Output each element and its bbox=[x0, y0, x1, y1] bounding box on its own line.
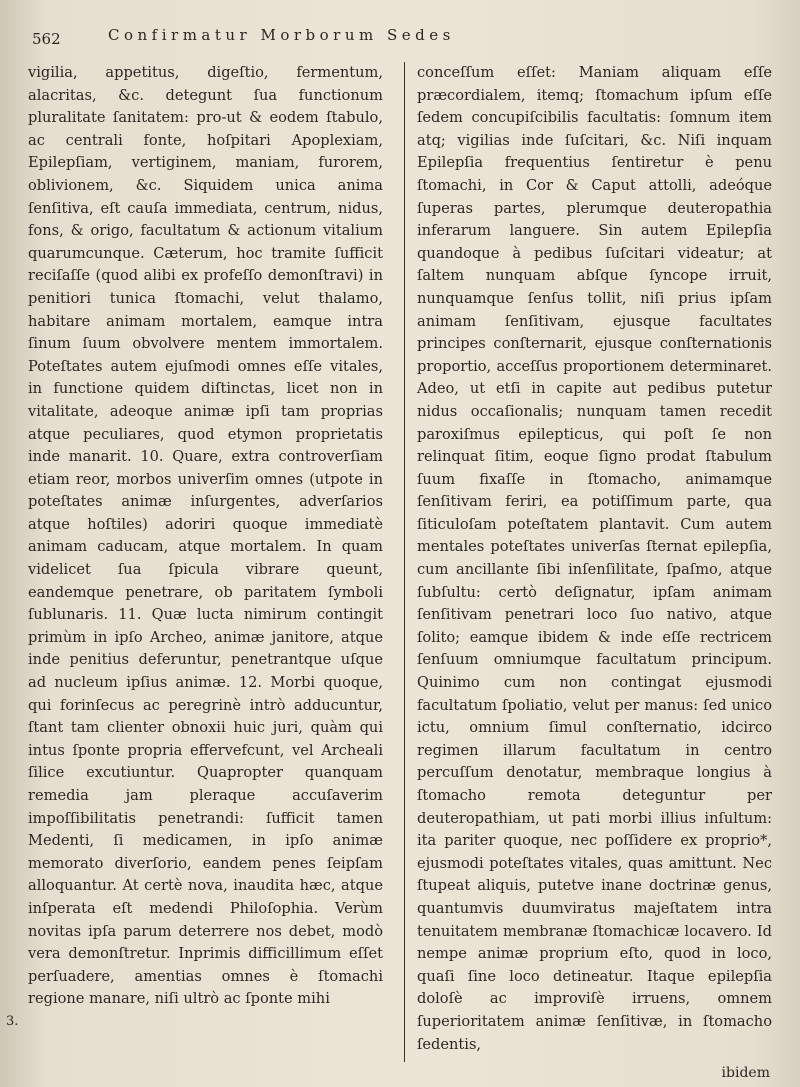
left-column bbox=[28, 62, 383, 1011]
catchword: ibidem bbox=[721, 1065, 770, 1081]
right-column-text: conceſſum eſſet: Maniam aliquam eſſe præcordialem, itemq; ſtomachum ipſum eſſe ſedem concupiſcibilis facultatis: ſomnum item atq; vigilias inde ſuſcitari, &c. Niſi inquam Epilepſia frequentius ſentiretur è penu ſtomachi, in Cor & Caput attolli, adeóque ſuperas partes, plerumque deuteropathia inferarum languere. Sin autem Epilepſia quandoque à pedibus ſuſcitari videatur; at ſaltem nunquam abſque ſyncope irruit, nunquamque ſenſus tollit, niſi prius ipſam animam ſenſitivam, ejusque facultates principes conſternarit, ejusque conſternationis proportio, acceſſus proportionem determinaret. Adeo, ut etſi in capite aut pedibus putetur nidus occaſionalis; nunquam tamen recedit paroxiſmus epilepticus, qui poſt ſe non relinquat ſitim, eoque ſigno prodat ſtabulum ſuum fixaſſe in ſtomacho, animamque ſenſitivam feriri, ea potiſſimum parte, qua ſiticuloſam poteſtatem plantavit. Cum autem mentales poteſtates univerſas ſternat epilepſia, cum ancillante ſibi inſenſilitate, ſpaſmo, atque ſubſultu: certò deſignatur, ipſam animam ſenſitivam penetrari loco ſuo nativo, atque ſolito; eamque ibidem & inde eſſe rectricem ſenſuum omniumque facultatum principum. Quinimo cum non contingat ejusmodi facultatum ſpoliatio, velut per manus: ſed unico ictu, omnium ſimul conſternatio, idcirco regimen illarum facultatum in centro percuſſum denotatur, membraque longius à ſtomacho remota deteguntur per deuteropathiam, ut pati morbi illius inſultum: ita pariter quoque, nec poſſidere ex proprio*, ejusmodi poteſtates vitales, quas amittunt. Nec ſtupeat aliquis, putetve inane doctrinæ genus, quantumvis duumviratus majeſtatem intra tenuitatem membranæ ſtomachicæ locavero. Id nempe animæ proprium eſto, quod in loco, quaſi ſine loco detineatur. Itaque epilepſia doloſè ac improviſè irruens, omnem ſuperioritatem animæ ſenſitivæ, in ſtomacho ſedentis, bbox=[417, 64, 772, 1053]
left-column-text: vigilia, appetitus, digeſtio, fermentum, alacritas, &c. detegunt ſua functionum pluralitate ſanitatem: pro-ut & eodem ſtabulo, ac centrali fonte, hoſpitari Apoplexiam, Epilepſiam, vertiginem, maniam, furorem, oblivionem, &c. Siquidem unica anima ſenſitiva, eſt cauſa immediata, centrum, nidus, fons, & origo, facultatum & actionum vitalium quarumcunque. Cæterum, hoc tramite ſufficit reciſaſſe (quod alibi ex profeſſo demonſtravi) in penitiori tunica ſtomachi, velut thalamo, habitare animam mortalem, eamque intra ſinum ſuum obvolvere mentem immortalem. Poteſtates autem ejuſmodi omnes eſſe vitales, in functione quidem diſtinctas, licet non in vitalitate, adeoque animæ ipſi tam proprias atque peculiares, quod etymon proprietatis inde manarit. 10. Quare, extra controverſiam etiam reor, morbos univerſim omnes (utpote in poteſtates animæ inſurgentes, adverſarios atque hoſtiles) adoriri quoque immediatè animam caducam, atque mortalem. In quam videlicet ſua ſpicula vibrare queunt, eandemque penetrare, ob paritatem ſymboli ſublunaris. 11. Quæ lucta nimirum contingit primùm in ipſo Archeo, animæ janitore, atque inde penitius deferuntur, penetrantque uſque ad nucleum ipſius animæ. 12. Morbi quoque, qui forinſecus ac peregrinè intrò adducuntur, ſtant tam clienter obnoxii huic juri, quàm qui intus ſponte propria effervefcunt, vel Archeali ſilice excutiuntur. Quapropter quanquam remedia jam pleraque accuſaverim impoſſibilitatis penetrandi: ſufficit tamen Medenti, ſi medicamen, in ipſo animæ memorato diverſorio, eandem penes ſeipſam alloquantur. At certè nova, inaudita hæc, atque inſperata eſt medendi Philoſophia. Verùm novitas ipſa parum deterrere nos debet, modò vera demonſtretur. Inprimis difficillimum eſſet perſuadere, amentias omnes è ſtomachi regione manare, niſi ultrò ac ſponte mihi bbox=[28, 64, 383, 1008]
margin-note: 3. bbox=[6, 1014, 19, 1029]
right-column bbox=[417, 62, 772, 1056]
page-number: 562 bbox=[32, 30, 61, 48]
running-head: Confirmatur Morborum Sedes bbox=[108, 26, 455, 44]
column-divider bbox=[404, 62, 405, 1062]
page-header bbox=[28, 14, 772, 54]
